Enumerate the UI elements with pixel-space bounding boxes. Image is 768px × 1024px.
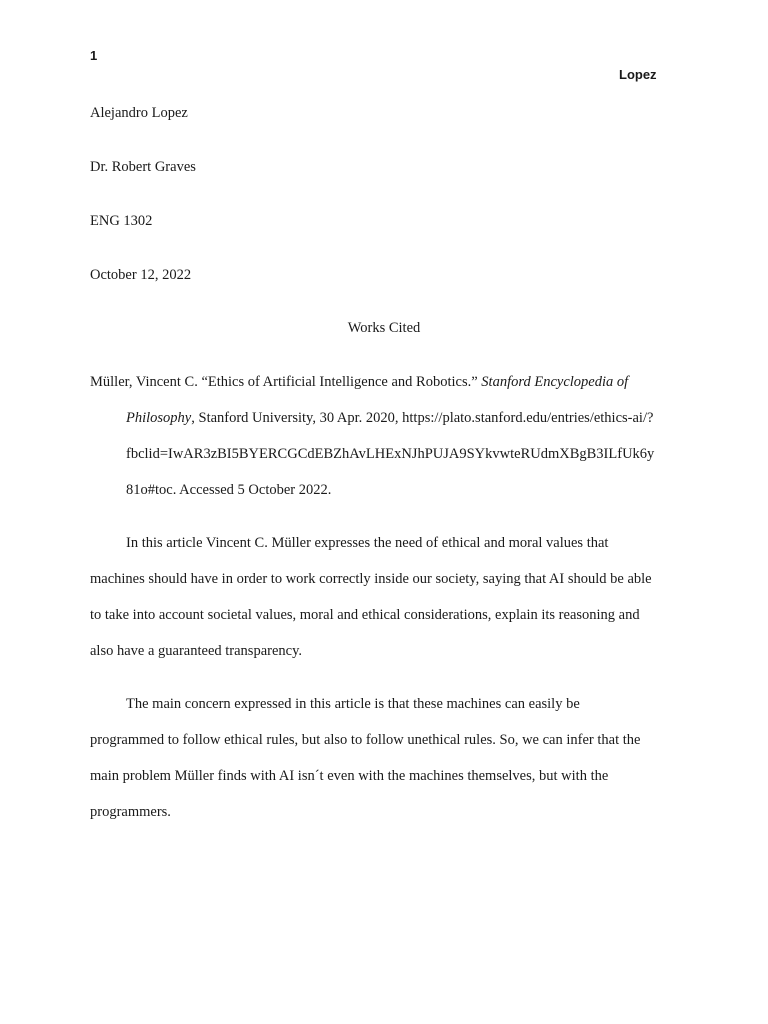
page-number: 1 (90, 48, 98, 63)
running-head: Lopez (619, 67, 657, 82)
citation-line-1 (90, 372, 628, 392)
citation-publisher-url: , Stanford University, 30 Apr. 2020, https://plato.stanford.edu/entries/ethics-ai/? (191, 410, 654, 426)
paragraph-2-line-1: The main concern expressed in this article is that these machines can easily be (126, 696, 580, 712)
citation-line-3: fbclid=IwAR3zBI5BYERCGCdEBZhAvLHExNJhPUJA9SYkvwteRUdmXBgB3ILfUk6y (126, 446, 655, 462)
citation-container-title: Stanford Encyclopedia of (481, 374, 629, 390)
citation-author-title: Müller, Vincent C. “Ethics of Artificial Intelligence and Robotics.” (90, 374, 482, 390)
works-cited-title: Works Cited (347, 320, 421, 336)
citation-line-4: 81o#toc. Accessed 5 October 2022. (126, 482, 332, 498)
course-name: ENG 1302 (90, 213, 153, 229)
paragraph-1-line-1: In this article Vincent C. Müller expresses the need of ethical and moral values that (126, 535, 609, 551)
paragraph-1-line-3: to take into account societal values, moral and ethical considerations, explain its reasoning and (90, 607, 640, 623)
citation-line-2 (126, 408, 653, 428)
instructor-name: Dr. Robert Graves (90, 159, 196, 175)
paragraph-2-line-3: main problem Müller finds with AI isn´t even with the machines themselves, but with the (90, 768, 609, 784)
student-name: Alejandro Lopez (90, 105, 188, 121)
paragraph-2-line-2: programmed to follow ethical rules, but also to follow unethical rules. So, we can infer that the (90, 732, 641, 748)
paragraph-1-line-4: also have a guaranteed transparency. (90, 643, 303, 659)
paragraph-1-line-2: machines should have in order to work correctly inside our society, saying that AI should be able (90, 571, 652, 587)
paper-date: October 12, 2022 (90, 267, 192, 283)
citation-container-title-cont: Philosophy (126, 410, 192, 426)
paragraph-2-line-4: programmers. (90, 804, 171, 820)
